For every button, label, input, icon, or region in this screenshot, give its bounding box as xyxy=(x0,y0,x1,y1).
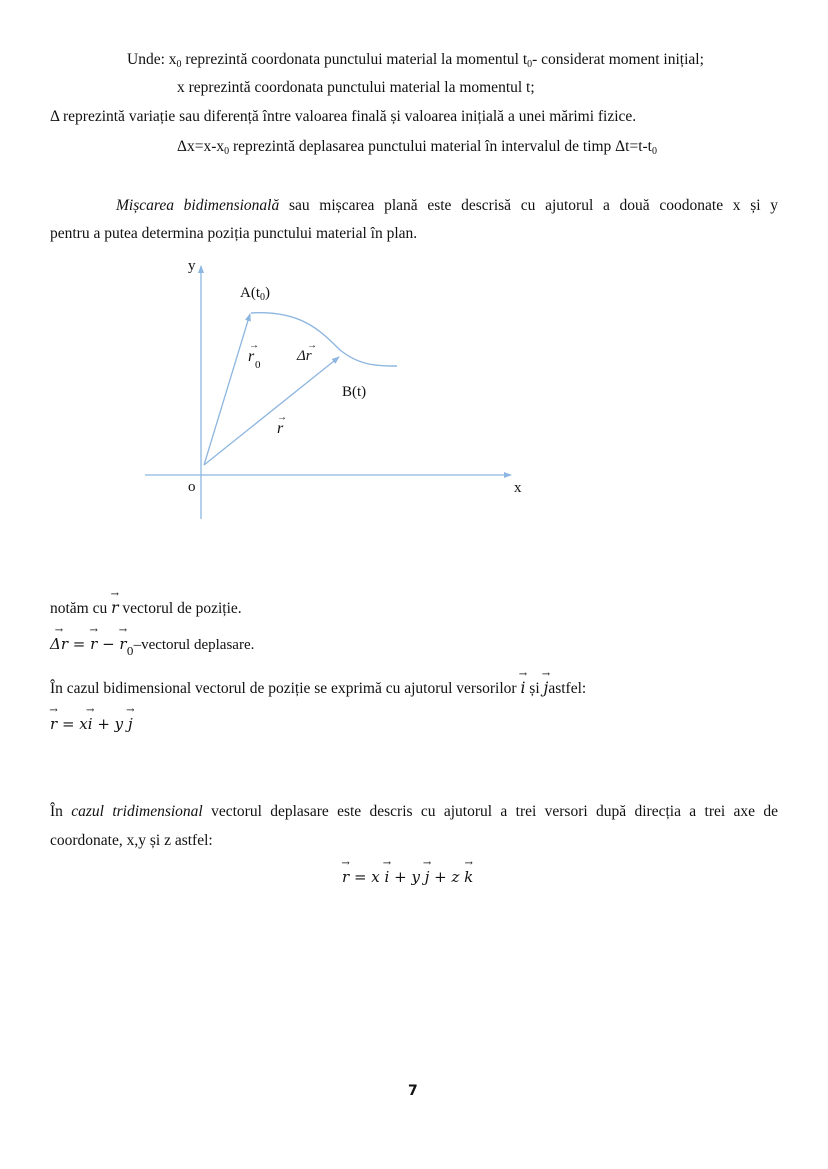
text: = xyxy=(68,635,91,653)
subscript: 0 xyxy=(176,59,182,70)
y-axis-label: y xyxy=(188,258,196,274)
position-vector-note xyxy=(50,598,242,619)
paragraph-3d-line1 xyxy=(50,802,778,822)
text: z xyxy=(451,868,465,886)
unit-vector-i: → i xyxy=(385,867,390,887)
point-a-label: $A(t_0)$ xyxy=(240,285,270,303)
italic-term: Mișcarea bidimensională xyxy=(116,197,280,214)
vector-r xyxy=(204,357,339,465)
x-axis-label: x xyxy=(514,480,522,496)
unit-vector-i: → i xyxy=(88,714,93,734)
vector-delta-r-label: Δr xyxy=(297,348,312,364)
text: x xyxy=(79,715,88,733)
subscript: 0 xyxy=(651,146,657,157)
text: y xyxy=(114,715,124,733)
text: În xyxy=(50,803,72,820)
origin-label: o xyxy=(188,479,196,495)
paragraph-3d-line2: coordonate, x,y și z astfel: xyxy=(50,832,213,849)
text: vectorul deplasare este descris cu ajutorul a trei versori după direcția a trei axe de xyxy=(202,803,778,820)
text: vectorul de poziție. xyxy=(118,600,242,617)
definition-x: x reprezintă coordonata punctului material la momentul t; xyxy=(177,79,535,96)
trajectory-curve xyxy=(251,313,397,366)
text: = xyxy=(57,715,80,733)
subscript: 0 xyxy=(126,645,134,658)
svg-text:→: → xyxy=(249,340,259,351)
text: + xyxy=(389,868,412,886)
text: În cazul bidimensional vectorul de poziție se exprimă cu ajutorul versorilor xyxy=(50,680,521,697)
text: = xyxy=(349,868,372,886)
unit-vector-j: → j xyxy=(544,678,549,698)
vector-r0 xyxy=(204,314,250,465)
page-number: 7 xyxy=(408,1083,418,1099)
displacement-equation xyxy=(50,634,254,656)
vector-r: → r xyxy=(50,714,57,734)
text: reprezintă deplasarea punctului material în intervalul de timp Δt=t-t xyxy=(229,138,652,155)
text: - considerat moment inițial; xyxy=(532,51,704,68)
text: + xyxy=(429,868,452,886)
tridimensional-formula xyxy=(342,867,473,887)
subscript: 0 xyxy=(224,146,230,157)
paragraph-2d-line2: pentru a putea determina poziția punctului material în plan. xyxy=(50,225,418,242)
unit-vector-k: → k xyxy=(464,867,473,887)
text: sau mișcarea plană este descrisă cu ajutorul a două coodonate x și y xyxy=(279,197,778,214)
definition-delta: Δ reprezintă variație sau diferență între valoarea finală și valoarea inițială a unei mărimi fizice. xyxy=(50,108,637,125)
point-b-label: B(t) xyxy=(342,384,367,400)
vector-r: → r xyxy=(342,867,349,887)
vector-r: → r xyxy=(111,598,118,618)
unit-vector-i: → i xyxy=(520,678,525,698)
text: și xyxy=(525,680,544,697)
text: Δx=x-x xyxy=(177,138,225,155)
text: − xyxy=(97,635,120,653)
text: y xyxy=(411,868,425,886)
vector-r0: → r xyxy=(119,634,126,654)
text: + xyxy=(92,715,115,733)
vector-r: → r xyxy=(90,634,97,654)
svg-text:→: → xyxy=(307,340,317,351)
text: notăm cu xyxy=(50,600,112,617)
vector-r0-label: r xyxy=(248,348,255,365)
bidimensional-note xyxy=(50,678,586,699)
svg-text:→: → xyxy=(277,412,287,423)
vector-delta-r: → Δr xyxy=(50,634,68,654)
italic-term: cazul tridimensional xyxy=(71,803,203,820)
unit-vector-j: → j xyxy=(425,867,430,887)
vector-r-label: r xyxy=(277,420,284,437)
unit-vector-j: → j xyxy=(128,714,133,734)
text: Unde: x xyxy=(127,51,177,68)
subscript: 0 xyxy=(527,59,533,70)
svg-text:0: 0 xyxy=(255,359,261,371)
text: x xyxy=(371,868,385,886)
text: –vectorul deplasare. xyxy=(133,637,255,653)
bidimensional-formula xyxy=(50,714,133,734)
text: reprezintă coordonata punctului material la momentul t xyxy=(181,51,528,68)
text: astfel: xyxy=(548,680,587,697)
